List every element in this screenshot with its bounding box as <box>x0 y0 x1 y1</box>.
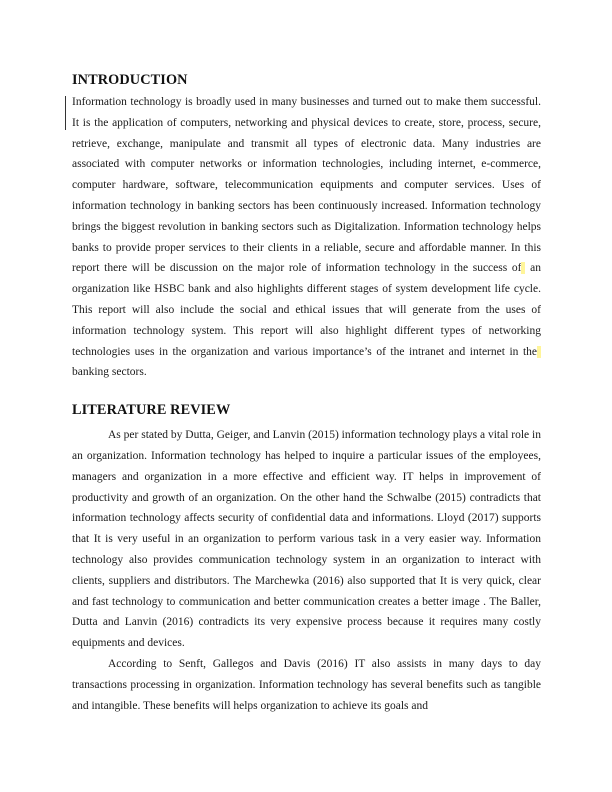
literature-review-heading: LITERATURE REVIEW <box>72 402 231 419</box>
literature-review-paragraph-2: According to Senft, Gallegos and Davis (2016) IT also assists in many days to day transactions processing in organization. Information technology has several benefits such as tangible and intangible. These benefits will helps organization to achieve its goals and <box>72 657 541 712</box>
introduction-heading: INTRODUCTION <box>72 72 188 88</box>
introduction-paragraph <box>72 92 541 383</box>
introduction-text-part-1: Information technology is broadly used in many businesses and turned out to make them successful. It is the application of computers, networking and physical devices to create, store, process, secure, retrieve, exchange, manipulate and transmit all types of electronic data. Many industries are associated with computer networks or information technologies, including internet, e-commerce, computer hardware, software, telecommunication equipments and computer services. Uses of information technology in banking sectors has been continuously increased. Information technology brings the biggest revolution in banking sectors such as Digitalization. Information technology helps banks to provide proper services to their clients in a reliable, secure and affordable manner. In this report there will be discussion on the major role of information technology in the success of <box>72 96 541 275</box>
introduction-text-part-3: banking sectors. <box>72 366 147 379</box>
introduction-text-part-2: an organization like HSBC bank and also highlights different stages of system development life cycle. This report will also include the social and ethical issues that will generate from the uses of information technology system. This report will also highlight different types of networking technologies uses in the organization and various importance’s of the intranet and internet in the <box>72 262 541 358</box>
highlight-mark <box>537 346 541 358</box>
literature-review-paragraph-1: As per stated by Dutta, Geiger, and Lanvin (2015) information technology plays a vital role in an organization. Information technology has helped to inquire a particular issues of the employees, managers and organization in a more effective and efficient way. IT helps in improvement of productivity and growth of an organization. On the other hand the Schwalbe (2015) contradicts that information technology affects security of confidential data and informations. Lloyd (2017) supports that It is very useful in an organization to perform various task in a very easier way. Information technology also provides communication technology system in an organization to interact with clients, suppliers and distributors. The Marchewka (2016) also supported that It is very quick, clear and fast technology to communication and better communication creates a better image . The Baller, Dutta and Lanvin (2016) contradicts its very expensive process because it requires many costly equipments and devices. <box>72 429 541 650</box>
text-cursor <box>65 96 66 130</box>
document-body <box>72 70 541 716</box>
